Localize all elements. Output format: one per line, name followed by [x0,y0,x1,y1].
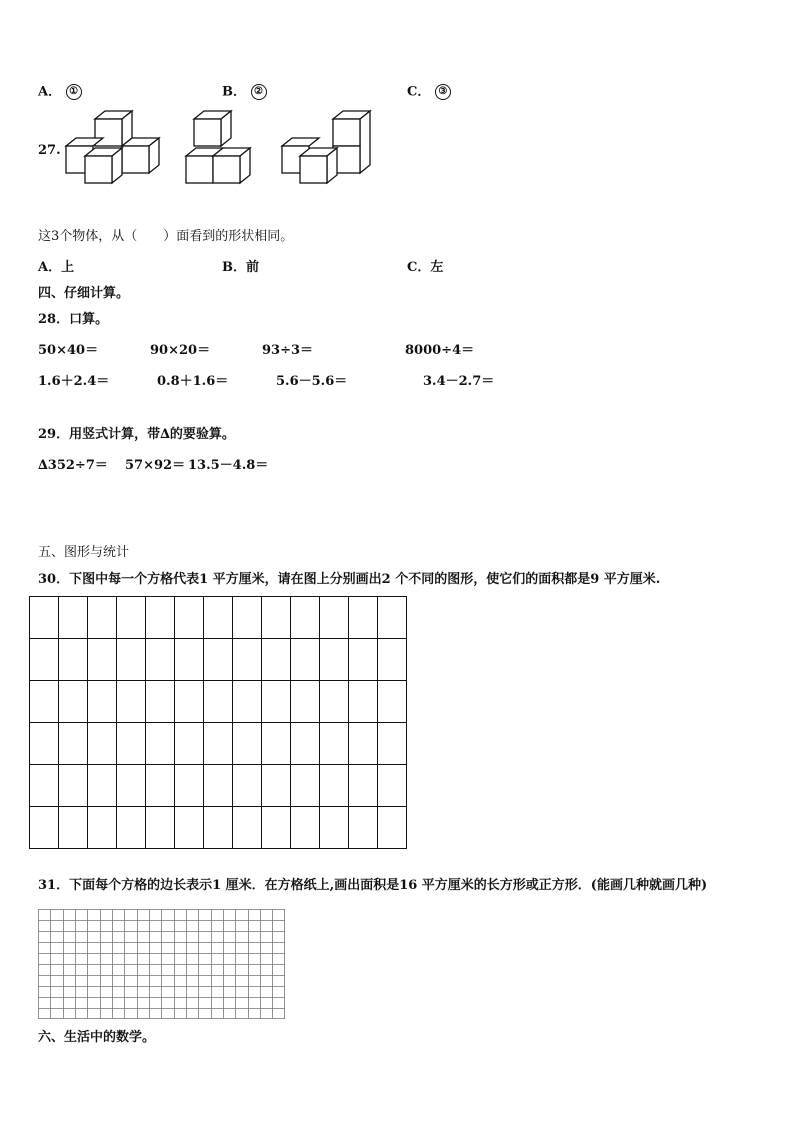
q29-title: 29．用竖式计算，带∆的要验算。 [38,427,235,442]
q28-item: 8000÷4＝ [405,343,475,358]
option-a-mark: ① [66,84,82,100]
q27-question: 这3个物体，从（ ）面看到的形状相同。 [38,229,294,244]
q27-option-c: C．左 [407,260,444,275]
q27-option-b: B．前 [222,260,259,275]
option-a-letter: A． [38,84,62,100]
q28-item: 0.8＋1.6＝ [157,374,229,389]
q28-item: 93÷3＝ [262,343,314,358]
option-c [407,84,451,101]
option-a [38,84,82,101]
q30-grid[interactable] [29,596,409,850]
section-4-heading: 四、仔细计算。 [38,286,130,301]
option-c-mark: ③ [435,84,451,100]
q28-item: 1.6＋2.4＝ [38,374,110,389]
option-b [222,84,267,101]
cube-figure-3 [278,108,378,188]
q29-item: 13.5－4.8＝ [188,458,269,473]
q31-grid[interactable] [38,909,288,1021]
cube-figure-1 [62,108,162,188]
option-b-mark: ② [251,84,267,100]
q28-item: 90×20＝ [150,343,211,358]
q29-item: ∆352÷7＝ [38,458,108,473]
q28-item: 50×40＝ [38,343,99,358]
q28-item: 3.4－2.7＝ [423,374,495,389]
q31-title: 31．下面每个方格的边长表示1 厘米．在方格纸上,画出面积是16 平方厘米的长方形或正方形．(能画几种就画几种) [38,878,708,893]
q28-title: 28．口算。 [38,312,109,327]
option-c-letter: C． [407,84,431,100]
q28-item: 5.6－5.6＝ [276,374,348,389]
q27-option-a: A．上 [38,260,75,275]
section-5-heading: 五、图形与统计 [38,545,130,560]
section-6-heading: 六、生活中的数学。 [38,1030,156,1045]
q29-item: 57×92＝ [125,458,186,473]
q27-number: 27. [38,143,61,158]
option-b-letter: B． [222,84,246,100]
q30-title: 30．下图中每一个方格代表1 平方厘米，请在图上分别画出2 个不同的图形，使它们的面积都是9 平方厘米. [38,572,661,587]
cube-figure-2 [182,108,267,188]
